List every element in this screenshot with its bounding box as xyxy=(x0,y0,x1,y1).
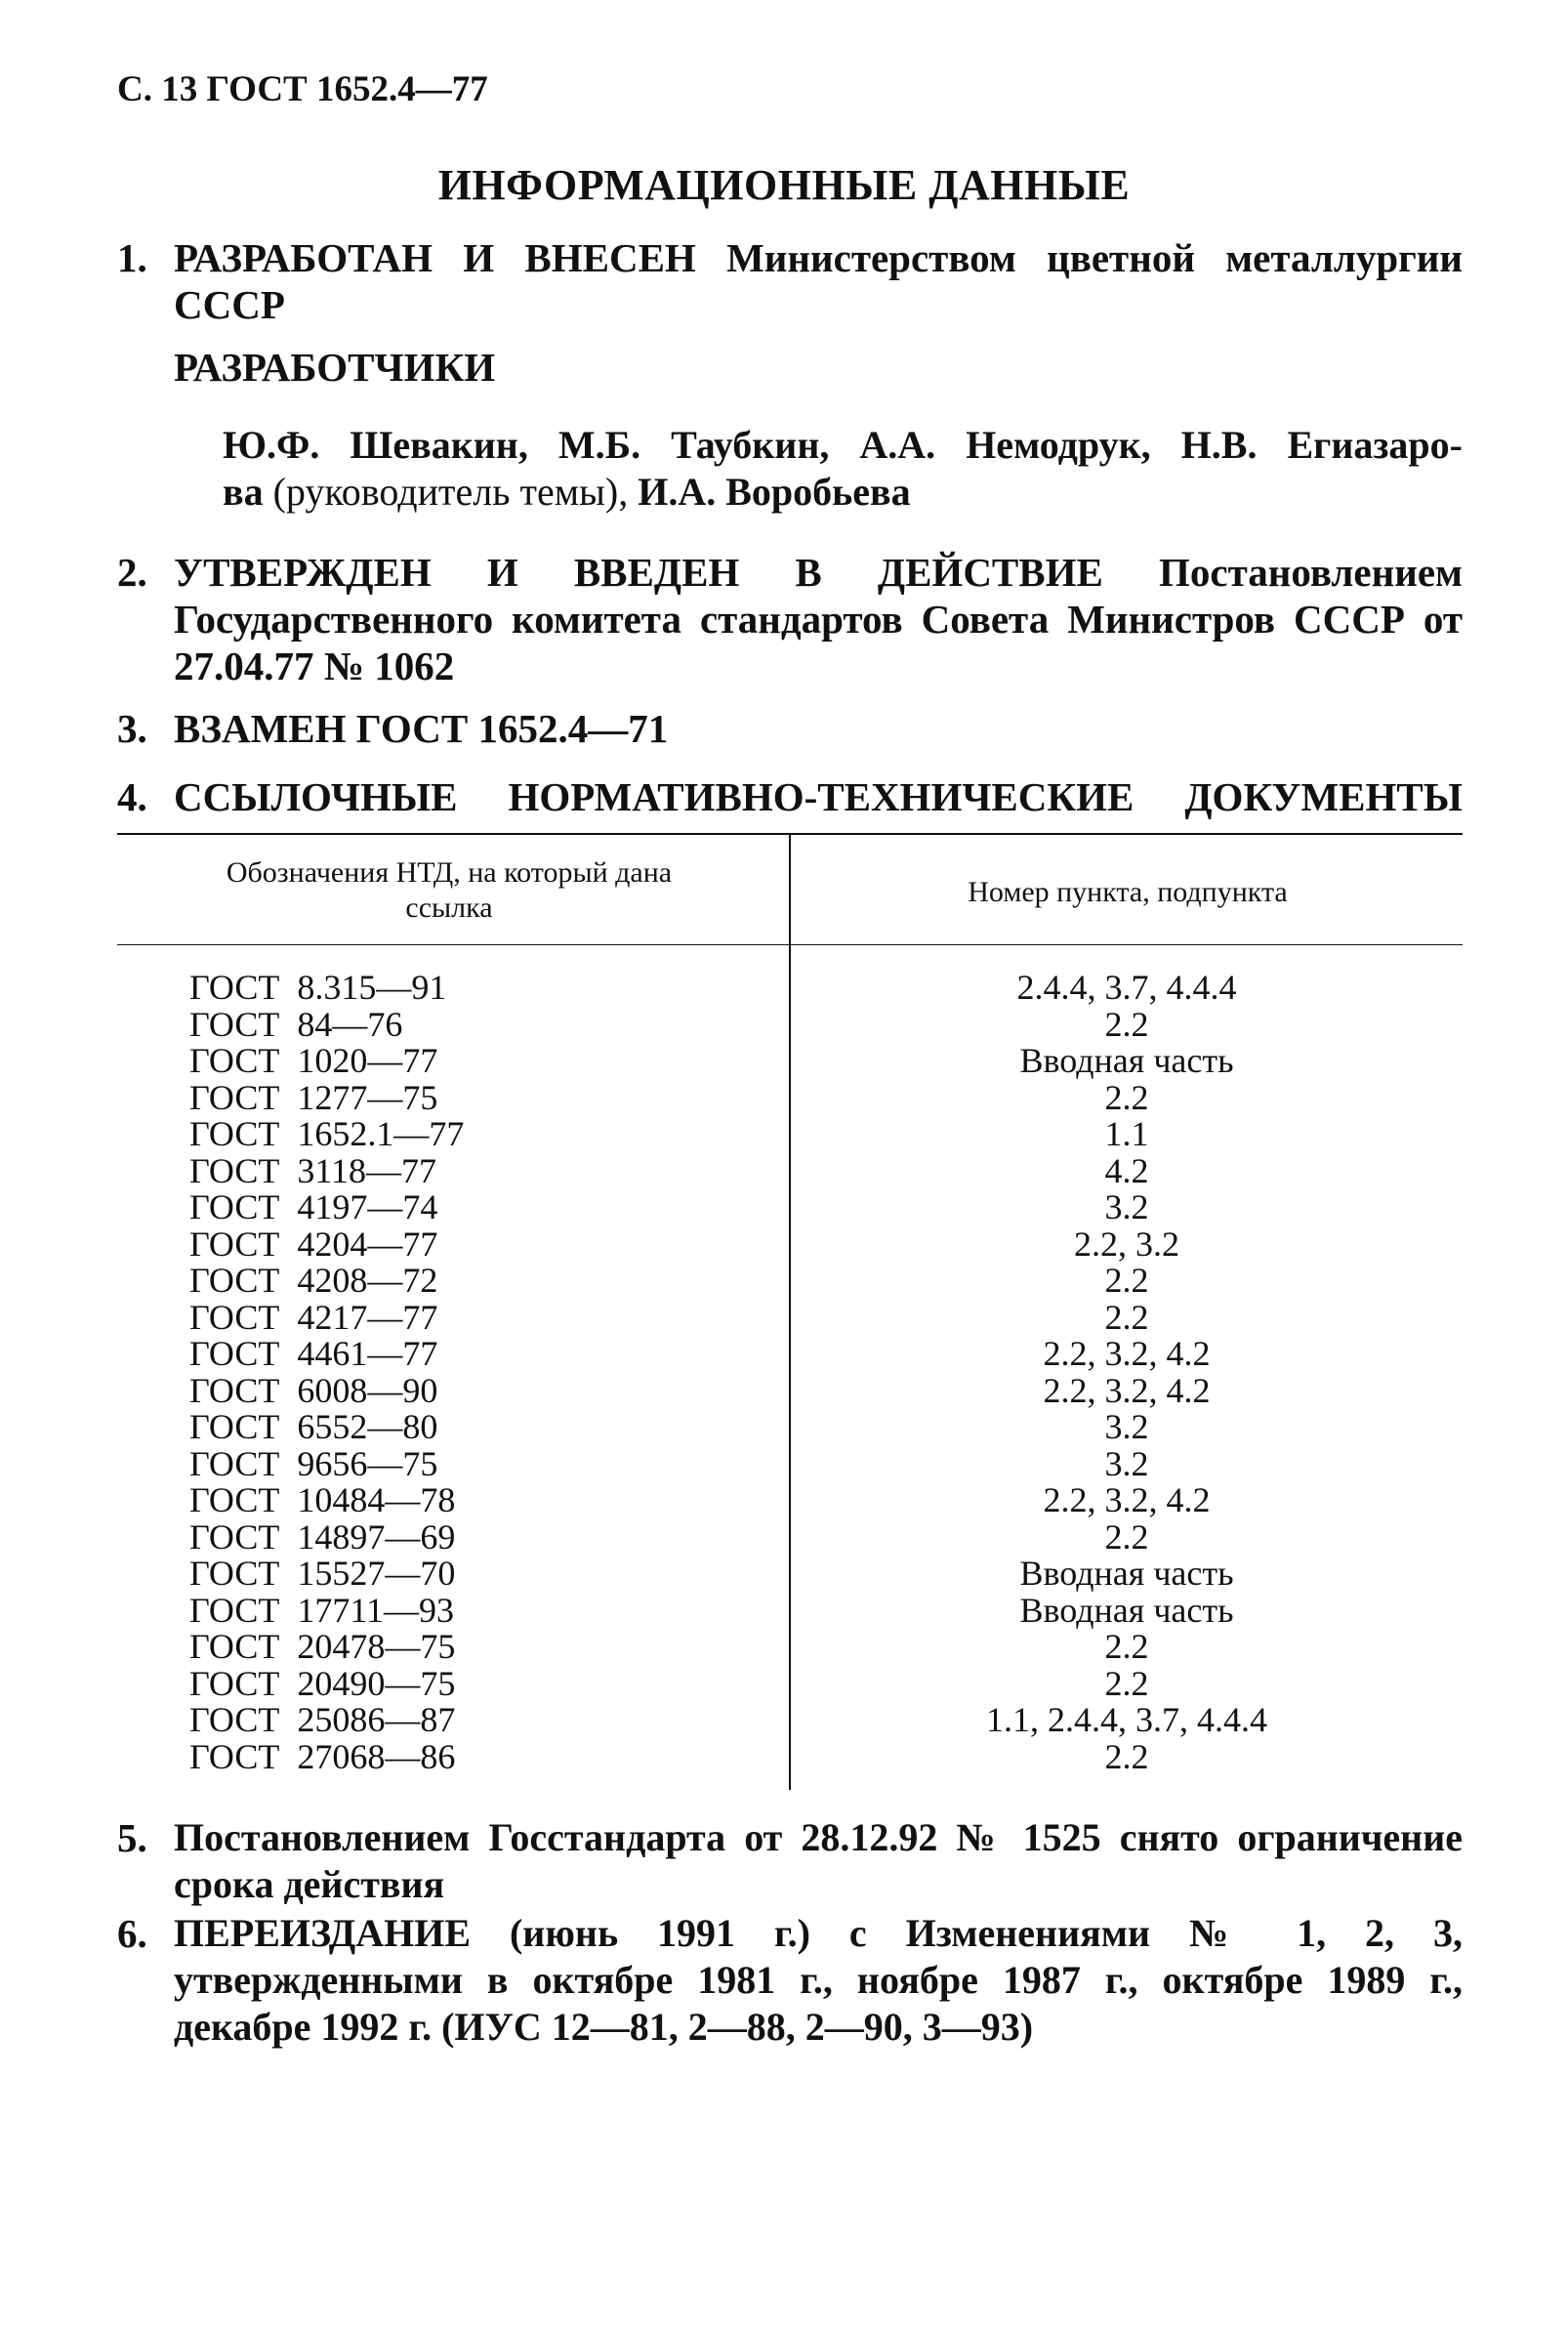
table-cell-clause: 2.2, 3.2 xyxy=(1074,1224,1179,1264)
item-2-bold: УТВЕРЖДЕН И ВВЕДЕН В ДЕЙСТВИЕ xyxy=(174,550,1103,595)
item-4-text: ССЫЛОЧНЫЕ НОРМАТИВНО-ТЕХНИЧЕСКИЕ ДОКУМЕНТЫ xyxy=(174,774,1463,819)
developers-names-line-2-end: И.А. Воробьева xyxy=(638,470,911,514)
table-cell-document: ГОСТ 1020—77 xyxy=(189,1041,438,1080)
table-row xyxy=(0,1556,1568,1593)
item-3 xyxy=(117,705,1463,752)
table-cell-clause: 2.2 xyxy=(1104,1627,1149,1666)
table-cell-document: ГОСТ 6008—90 xyxy=(189,1370,438,1410)
table-cell-document: ГОСТ 4197—74 xyxy=(189,1187,438,1226)
item-4-number: 4. xyxy=(117,774,147,819)
table-cell-document: ГОСТ 25086—87 xyxy=(189,1700,456,1739)
table-row xyxy=(0,1004,1568,1044)
table-cell-clause: 2.2 xyxy=(1104,1077,1149,1117)
table-row xyxy=(0,1482,1568,1519)
table-cell-clause: 2.4.4, 3.7, 4.4.4 xyxy=(1016,968,1237,1007)
table-cell-clause: 2.2, 3.2, 4.2 xyxy=(1043,1334,1211,1373)
table-header-col-2: Номер пункта, подпункта xyxy=(968,876,1288,908)
table-row xyxy=(0,1150,1568,1190)
table-body xyxy=(0,970,1568,1775)
table-cell-document: ГОСТ 15527—70 xyxy=(189,1554,456,1593)
table-cell-clause: 2.2, 3.2, 4.2 xyxy=(1043,1480,1211,1519)
item-6-bold: ПЕРЕИЗДАНИЕ xyxy=(174,1911,472,1955)
table-row xyxy=(0,1702,1568,1739)
table-cell-document: ГОСТ 20490—75 xyxy=(189,1663,456,1703)
table-cell-document: ГОСТ 3118—77 xyxy=(189,1150,437,1190)
table-header-col-1-line-1: Обозначения НТД, на который дана xyxy=(226,856,673,889)
table-cell-clause: 2.2 xyxy=(1104,1004,1149,1044)
table-row xyxy=(0,1663,1568,1703)
developers-heading: РАЗРАБОТЧИКИ xyxy=(174,345,496,390)
page-header: С. 13 ГОСТ 1652.4—77 xyxy=(117,69,488,109)
item-3-text: ВЗАМЕН ГОСТ 1652.4—71 xyxy=(174,706,669,751)
table-cell-document: ГОСТ 20478—75 xyxy=(189,1627,456,1666)
table-row xyxy=(0,1336,1568,1373)
item-2-text: Постановлением Государственного комитета стандартов Совета Министров СССР от 27.04.77 № 1062 xyxy=(174,550,1463,688)
item-5-number: 5. xyxy=(117,1815,147,1860)
table-cell-clause: Вводная часть xyxy=(1019,1590,1234,1630)
table-cell-clause: 1.1, 2.4.4, 3.7, 4.4.4 xyxy=(986,1700,1267,1739)
page-title: ИНФОРМАЦИОННЫЕ ДАННЫЕ xyxy=(437,161,1131,209)
table-row xyxy=(0,1116,1568,1153)
item-1-text: Министерством цветной металлургии СССР xyxy=(174,235,1463,327)
table-cell-document: ГОСТ 4208—72 xyxy=(189,1261,438,1300)
table-cell-clause: 4.2 xyxy=(1104,1150,1149,1190)
table-row xyxy=(0,1409,1568,1446)
item-1 xyxy=(117,234,1463,328)
table-row xyxy=(0,1297,1568,1337)
developers-role: (руководитель темы), xyxy=(272,470,639,514)
table-row xyxy=(0,970,1568,1007)
item-6-text: (июнь 1991 г.) с Изменениями № 1, 2, 3, утвержденными в октябре 1981 г., ноябре 1987 г., октябре 1989 г., декабре 1992 г. (ИУС 12—81, 2—88, 2—90, 3—93) xyxy=(174,1911,1463,2049)
item-6-body xyxy=(174,1910,1463,2051)
table-cell-document: ГОСТ 27068—86 xyxy=(189,1736,456,1776)
table-cell-document: ГОСТ 84—76 xyxy=(189,1004,403,1044)
table-row xyxy=(0,1370,1568,1410)
table-cell-document: ГОСТ 8.315—91 xyxy=(189,968,447,1007)
table-cell-clause: 2.2 xyxy=(1104,1516,1149,1557)
table-cell-clause: 3.2 xyxy=(1104,1187,1149,1226)
table-cell-clause: Вводная часть xyxy=(1019,1041,1234,1080)
table-row xyxy=(0,1443,1568,1483)
table-cell-clause: 2.2 xyxy=(1104,1297,1149,1337)
table-cell-clause: Вводная часть xyxy=(1019,1554,1234,1593)
table-cell-document: ГОСТ 6552—80 xyxy=(189,1407,438,1446)
developers-names-line-1: Ю.Ф. Шевакин, М.Б. Таубкин, А.А. Немодрук, Н.В. Егиазаро- xyxy=(223,423,1463,467)
table-cell-clause: 2.2 xyxy=(1104,1736,1149,1776)
table-header-col-1 xyxy=(146,855,752,926)
table-cell-document: ГОСТ 14897—69 xyxy=(189,1516,456,1557)
item-4 xyxy=(117,773,1463,820)
table-row xyxy=(0,1736,1568,1776)
table-cell-document: ГОСТ 9656—75 xyxy=(189,1443,438,1483)
table-row xyxy=(0,1189,1568,1226)
table-row xyxy=(0,1516,1568,1557)
table-row xyxy=(0,1629,1568,1666)
item-1-number: 1. xyxy=(117,235,147,280)
item-1-bold: РАЗРАБОТАН И ВНЕСЕН xyxy=(174,235,696,280)
item-2-body xyxy=(174,549,1463,689)
item-2-number: 2. xyxy=(117,550,147,595)
item-3-number: 3. xyxy=(117,706,147,751)
table-cell-document: ГОСТ 1652.1—77 xyxy=(189,1114,465,1153)
table-cell-clause: 2.2 xyxy=(1104,1663,1149,1703)
item-6 xyxy=(117,1910,1463,2051)
developers-names xyxy=(223,422,1463,516)
table-cell-document: ГОСТ 1277—75 xyxy=(189,1077,438,1117)
table-cell-clause: 2.2, 3.2, 4.2 xyxy=(1043,1370,1211,1410)
table-cell-document: ГОСТ 10484—78 xyxy=(189,1480,456,1519)
table-header-col-1-line-2: ссылка xyxy=(405,892,493,924)
table-cell-clause: 3.2 xyxy=(1104,1407,1149,1446)
table-cell-clause: 3.2 xyxy=(1104,1443,1149,1483)
table-row xyxy=(0,1590,1568,1630)
item-1-body xyxy=(174,234,1463,328)
table-row xyxy=(0,1226,1568,1264)
table-cell-document: ГОСТ 4204—77 xyxy=(189,1224,438,1264)
table-row xyxy=(0,1043,1568,1080)
table-cell-clause: 1.1 xyxy=(1104,1114,1149,1153)
item-2 xyxy=(117,549,1463,689)
item-6-number: 6. xyxy=(117,1911,147,1956)
item-5-text: Постановлением Госстандарта от 28.12.92 № 1525 снято ограничение срока действия xyxy=(174,1815,1463,1906)
developers-names-line-2 xyxy=(223,469,1463,516)
developers-names-line-2-start: ва xyxy=(223,470,273,514)
item-5 xyxy=(117,1814,1463,1908)
table-row xyxy=(0,1077,1568,1117)
table-cell-document: ГОСТ 17711—93 xyxy=(189,1590,455,1630)
table-header-rule xyxy=(117,944,1463,945)
table-row xyxy=(0,1263,1568,1300)
table-cell-clause: 2.2 xyxy=(1104,1261,1149,1300)
table-cell-document: ГОСТ 4217—77 xyxy=(189,1297,438,1337)
table-cell-document: ГОСТ 4461—77 xyxy=(189,1334,438,1373)
